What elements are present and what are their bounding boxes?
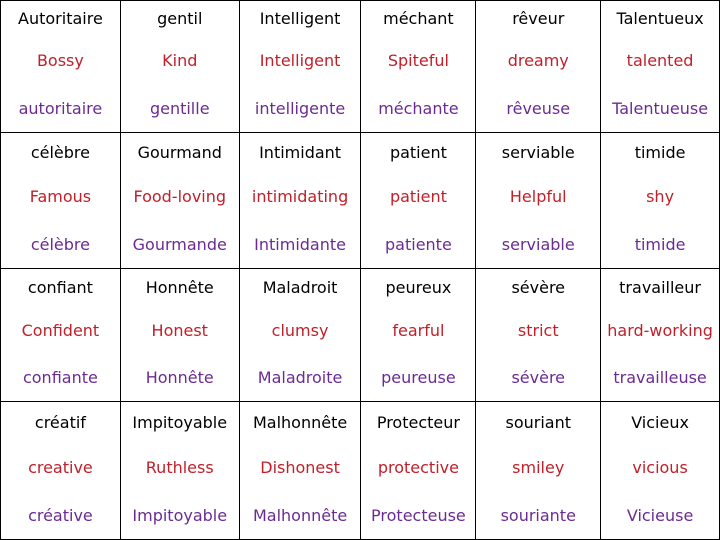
english-word-cell: protective <box>361 444 476 492</box>
english-word-cell: Dishonest <box>240 444 362 492</box>
masculine-word-cell: Protecteur <box>361 402 476 444</box>
masculine-row <box>1 402 720 444</box>
feminine-word-cell: Talentueuse <box>601 84 720 132</box>
masculine-row <box>1 269 720 307</box>
masculine-word-cell: serviable <box>476 133 601 173</box>
english-row <box>1 173 720 221</box>
feminine-word-cell: patiente <box>361 220 476 268</box>
feminine-word-cell: Gourmande <box>121 220 240 268</box>
english-word-cell: patient <box>361 173 476 221</box>
feminine-word-cell: Impitoyable <box>121 491 240 539</box>
english-row <box>1 307 720 355</box>
masculine-word-cell: Maladroit <box>240 269 362 307</box>
feminine-word-cell: Malhonnête <box>240 491 362 539</box>
masculine-word-cell: souriant <box>476 402 601 444</box>
feminine-word-cell: créative <box>1 491 121 539</box>
masculine-word-cell: créatif <box>1 402 121 444</box>
english-word-cell: Intelligent <box>240 37 362 85</box>
english-word-cell: talented <box>601 37 720 85</box>
english-word-cell: Honest <box>121 307 240 355</box>
word-group <box>1 133 720 269</box>
feminine-word-cell: confiante <box>1 354 121 401</box>
masculine-word-cell: Honnête <box>121 269 240 307</box>
masculine-word-cell: Impitoyable <box>121 402 240 444</box>
masculine-word-cell: gentil <box>121 1 240 37</box>
english-word-cell: intimidating <box>240 173 362 221</box>
feminine-word-cell: Intimidante <box>240 220 362 268</box>
masculine-word-cell: rêveur <box>476 1 601 37</box>
masculine-word-cell: Intelligent <box>240 1 362 37</box>
english-word-cell: Bossy <box>1 37 121 85</box>
english-word-cell: strict <box>476 307 601 355</box>
feminine-word-cell: autoritaire <box>1 84 121 132</box>
masculine-row <box>1 1 720 37</box>
feminine-word-cell: serviable <box>476 220 601 268</box>
masculine-word-cell: timide <box>601 133 720 173</box>
feminine-word-cell: intelligente <box>240 84 362 132</box>
masculine-word-cell: Talentueux <box>601 1 720 37</box>
english-row <box>1 444 720 492</box>
feminine-row <box>1 220 720 268</box>
masculine-row <box>1 133 720 173</box>
feminine-word-cell: célèbre <box>1 220 121 268</box>
english-word-cell: Spiteful <box>361 37 476 85</box>
masculine-word-cell: Gourmand <box>121 133 240 173</box>
english-word-cell: smiley <box>476 444 601 492</box>
masculine-word-cell: confiant <box>1 269 121 307</box>
masculine-word-cell: Vicieux <box>601 402 720 444</box>
word-group <box>1 1 720 133</box>
masculine-word-cell: sévère <box>476 269 601 307</box>
english-word-cell: Kind <box>121 37 240 85</box>
feminine-word-cell: Honnête <box>121 354 240 401</box>
english-word-cell: Helpful <box>476 173 601 221</box>
masculine-word-cell: méchant <box>361 1 476 37</box>
word-group <box>1 269 720 402</box>
masculine-word-cell: Intimidant <box>240 133 362 173</box>
english-word-cell: Ruthless <box>121 444 240 492</box>
feminine-word-cell: timide <box>601 220 720 268</box>
feminine-word-cell: peureuse <box>361 354 476 401</box>
masculine-word-cell: Autoritaire <box>1 1 121 37</box>
english-row <box>1 37 720 85</box>
english-word-cell: fearful <box>361 307 476 355</box>
masculine-word-cell: peureux <box>361 269 476 307</box>
masculine-word-cell: célèbre <box>1 133 121 173</box>
masculine-word-cell: travailleur <box>601 269 720 307</box>
english-word-cell: clumsy <box>240 307 362 355</box>
feminine-word-cell: rêveuse <box>476 84 601 132</box>
english-word-cell: Famous <box>1 173 121 221</box>
feminine-word-cell: souriante <box>476 491 601 539</box>
english-word-cell: dreamy <box>476 37 601 85</box>
feminine-word-cell: gentille <box>121 84 240 132</box>
english-word-cell: shy <box>601 173 720 221</box>
masculine-word-cell: Malhonnête <box>240 402 362 444</box>
english-word-cell: Confident <box>1 307 121 355</box>
english-word-cell: hard-working <box>601 307 720 355</box>
feminine-word-cell: méchante <box>361 84 476 132</box>
english-word-cell: Food-loving <box>121 173 240 221</box>
english-word-cell: creative <box>1 444 121 492</box>
feminine-word-cell: travailleuse <box>601 354 720 401</box>
masculine-word-cell: patient <box>361 133 476 173</box>
word-group <box>1 402 720 540</box>
feminine-row <box>1 354 720 401</box>
feminine-word-cell: Maladroite <box>240 354 362 401</box>
feminine-row <box>1 491 720 539</box>
feminine-word-cell: Vicieuse <box>601 491 720 539</box>
feminine-word-cell: Protecteuse <box>361 491 476 539</box>
feminine-word-cell: sévère <box>476 354 601 401</box>
feminine-row <box>1 84 720 132</box>
english-word-cell: vicious <box>601 444 720 492</box>
